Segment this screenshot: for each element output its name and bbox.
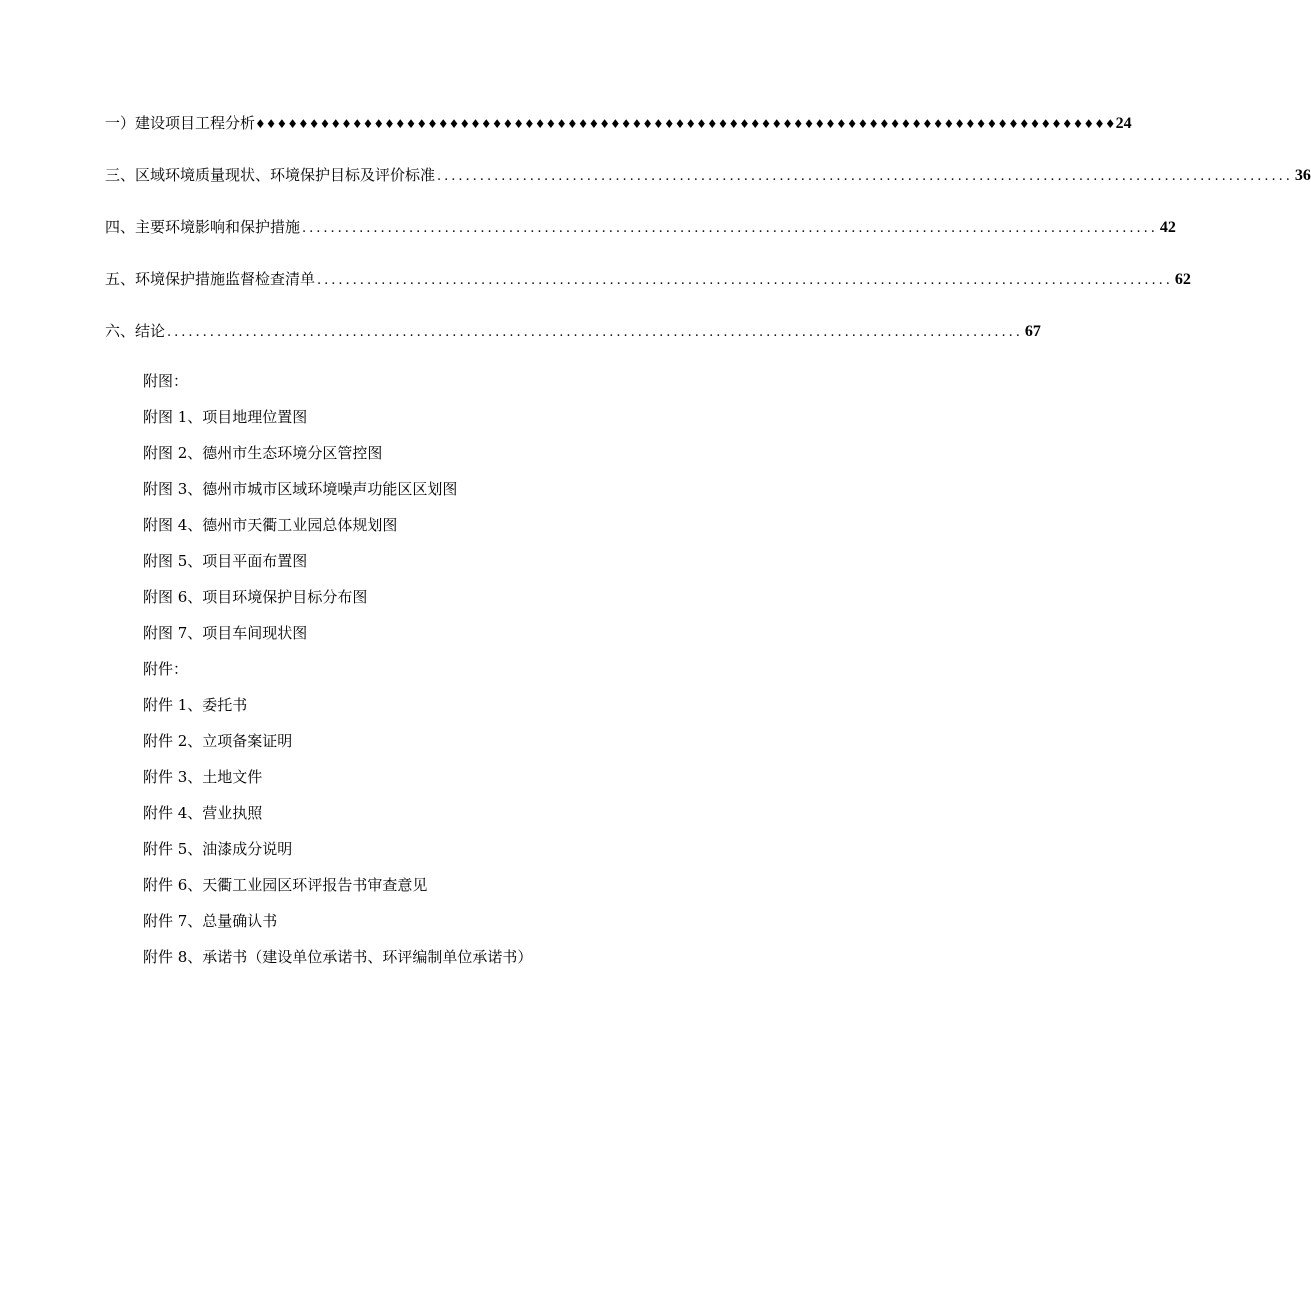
toc-entry-impact-measures[interactable]: [105, 212, 1176, 264]
attachment-item: 附件 6、天衢工业园区环评报告书审查意见: [143, 876, 428, 894]
attachment-item: 附件 2、立项备案证明: [143, 732, 293, 750]
figure-item: 附图 4、德州市天衢工业园总体规划图: [143, 516, 398, 534]
toc-entry-page: 24: [1115, 115, 1132, 132]
toc-entry-page: 67: [1024, 323, 1041, 340]
toc-entry-label: 一）建设项目工程分析: [105, 114, 256, 132]
attachments-heading: 附件：: [143, 660, 189, 678]
toc-leader: ........................................................................................................................: [167, 325, 1023, 340]
toc-leader: ♦♦♦♦♦♦♦♦♦♦♦♦♦♦♦♦♦♦♦♦♦♦♦♦♦♦♦♦♦♦♦♦♦♦♦♦♦♦♦♦♦♦♦♦♦♦♦♦♦♦♦♦♦♦♦♦♦♦♦♦♦♦♦♦♦♦♦♦♦♦♦♦♦♦♦♦♦♦♦♦: [255, 117, 1116, 131]
figure-item: 附图 1、项目地理位置图: [143, 408, 308, 426]
toc-leader: ........................................................................................................................: [317, 273, 1173, 288]
figure-item: 附图 7、项目车间现状图: [143, 624, 308, 642]
attachment-item: 附件 7、总量确认书: [143, 912, 278, 930]
toc-leader: ........................................................................................................................: [302, 221, 1158, 236]
toc-entry-label: 六、结论: [105, 322, 166, 340]
table-of-contents: [105, 108, 1311, 368]
toc-entry-label: 四、主要环境影响和保护措施: [105, 218, 301, 236]
attachment-item: 附件 8、承诺书（建设单位承诺书、环评编制单位承诺书）: [143, 948, 533, 966]
toc-entry-environment-status[interactable]: [105, 160, 1311, 212]
toc-entry-inspection-list[interactable]: [105, 264, 1191, 316]
attachment-item: 附件 4、营业执照: [143, 804, 263, 822]
attachment-item: 附件 5、油漆成分说明: [143, 840, 293, 858]
toc-entry-page: 62: [1174, 271, 1191, 288]
toc-entry-label: 五、环境保护措施监督检查清单: [105, 270, 316, 288]
toc-entry-project-analysis[interactable]: [105, 108, 1132, 160]
attachment-item: 附件 1、委托书: [143, 696, 248, 714]
toc-leader: ........................................................................................................................: [437, 169, 1293, 184]
toc-entry-label: 三、区域环境质量现状、环境保护目标及评价标准: [105, 166, 436, 184]
appendix-list: [143, 368, 532, 980]
figure-item: 附图 3、德州市城市区域环境噪声功能区区划图: [143, 480, 458, 498]
figures-heading: 附图：: [143, 372, 189, 390]
figure-item: 附图 6、项目环境保护目标分布图: [143, 588, 368, 606]
toc-entry-page: 42: [1159, 219, 1176, 236]
toc-entry-conclusion[interactable]: [105, 316, 1041, 368]
figure-item: 附图 2、德州市生态环境分区管控图: [143, 444, 383, 462]
figure-item: 附图 5、项目平面布置图: [143, 552, 308, 570]
attachment-item: 附件 3、土地文件: [143, 768, 263, 786]
toc-entry-page: 36: [1294, 167, 1311, 184]
